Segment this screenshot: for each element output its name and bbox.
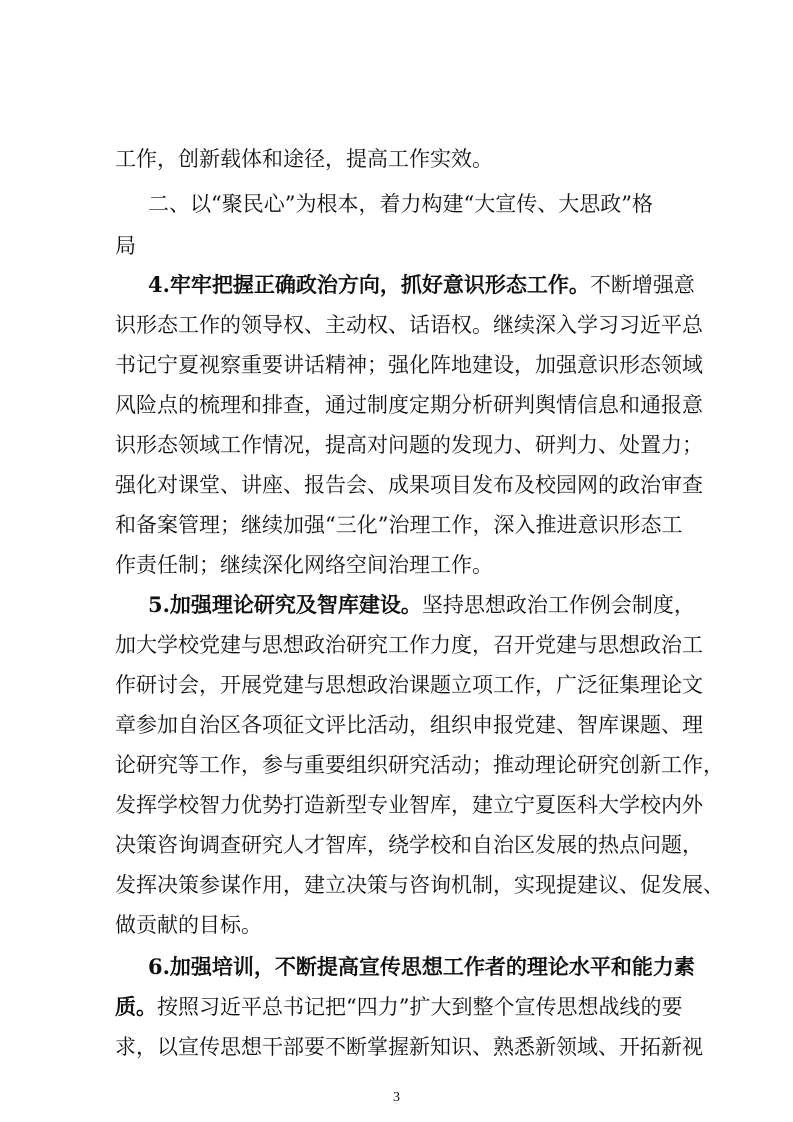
section-heading-text: 二、以“聚民心”为根本，着力构建“大宣传、大思政”格 — [148, 192, 653, 216]
text-line-7 — [0, 392, 793, 418]
paragraph-6-line-2 — [0, 994, 793, 1020]
text-line-10 — [0, 512, 793, 538]
text-line-23 — [0, 1034, 793, 1060]
paragraph-5-title: 5.加强理论研究及智库建设。 — [148, 592, 422, 617]
line-text: 求，以宣传思想干部要不断掌握新知识、熟悉新领域、开拓新视 — [115, 1035, 703, 1059]
line-text: 做贡献的目标。 — [115, 913, 262, 937]
line-text: 作研讨会，开展党建与思想政治课题立项工作，广泛征集理论文 — [115, 673, 703, 697]
line-text: 加大学校党建与思想政治研究工作力度，召开党建与思想政治工 — [115, 633, 703, 657]
text-line-15 — [0, 712, 793, 738]
text-line-20 — [0, 912, 793, 938]
text-line-14 — [0, 672, 793, 698]
paragraph-6-title-end: 质。 — [115, 994, 157, 1019]
line-text: 作责任制；继续深化网络空间治理工作。 — [115, 553, 493, 577]
text-line-6 — [0, 352, 793, 378]
paragraph-6-title: 6.加强培训，不断提高宣传思想工作者的理论水平和能力素 — [148, 954, 695, 979]
text-line-5 — [0, 312, 793, 338]
line-text: 和备案管理；继续加强“三化”治理工作，深入推进意识形态工 — [115, 513, 683, 537]
paragraph-4-line-1 — [0, 272, 793, 298]
line-text: 发挥决策参谋作用，建立决策与咨询机制，实现提建议、促发展、 — [115, 873, 724, 897]
line-text: 章参加自治区各项征文评比活动，组织申报党建、智库课题、理 — [115, 713, 703, 737]
text-line-17 — [0, 792, 793, 818]
line-text: 识形态工作的领导权、主动权、话语权。继续深入学习习近平总 — [115, 313, 703, 337]
line-text: 工作，创新载体和途径，提高工作实效。 — [115, 147, 493, 171]
section-heading-line-2 — [0, 233, 793, 259]
line-text: 书记宁夏视察重要讲话精神；强化阵地建设，加强意识形态领域 — [115, 353, 703, 377]
paragraph-4-title: 4.牢牢把握正确政治方向，抓好意识形态工作。 — [148, 272, 590, 297]
line-text: 论研究等工作，参与重要组织研究活动；推动理论研究创新工作， — [115, 753, 724, 777]
text-line-16 — [0, 752, 793, 778]
paragraph-5-line-1 — [0, 592, 793, 618]
text-line-1 — [0, 146, 793, 172]
line-text: 按照习近平总书记把“四力”扩大到整个宣传思想战线的要 — [157, 995, 683, 1019]
text-line-8 — [0, 432, 793, 458]
text-line-11 — [0, 552, 793, 578]
line-text: 决策咨询调查研究人才智库，绕学校和自治区发展的热点问题， — [115, 833, 703, 857]
text-line-19 — [0, 872, 793, 898]
line-text: 强化对课堂、讲座、报告会、成果项目发布及校园网的政治审查 — [115, 473, 703, 497]
page-number: 3 — [393, 1090, 400, 1105]
line-text: 坚持思想政治工作例会制度， — [421, 593, 695, 617]
section-heading-text: 局 — [115, 234, 136, 258]
text-line-18 — [0, 832, 793, 858]
text-line-9 — [0, 472, 793, 498]
section-heading-line-1 — [0, 191, 793, 217]
line-text: 识形态领域工作情况，提高对问题的发现力、研判力、处置力； — [115, 433, 703, 457]
line-text: 不断增强意 — [589, 273, 695, 297]
line-text: 发挥学校智力优势打造新型专业智库，建立宁夏医科大学校内外 — [115, 793, 703, 817]
paragraph-6-line-1 — [0, 954, 793, 980]
line-text: 风险点的梳理和排查，通过制度定期分析研判舆情信息和通报意 — [115, 393, 703, 417]
text-line-13 — [0, 632, 793, 658]
